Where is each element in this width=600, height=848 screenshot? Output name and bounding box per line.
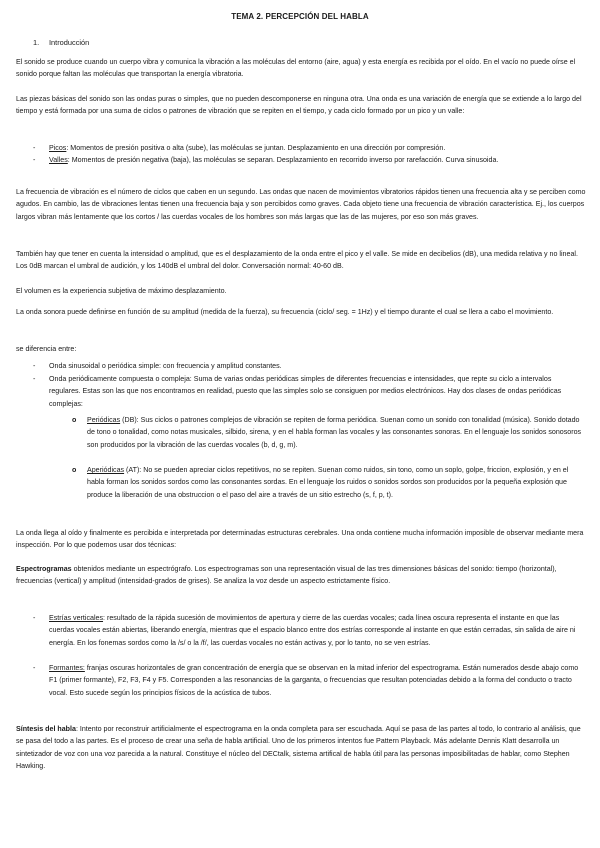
list-item-simple-wave: Onda sinusoidal o periódica simple: con frecuencia y amplitud constantes.: [49, 362, 282, 370]
paragraph-spectrograms: [16, 563, 586, 588]
bullet-dash: -: [33, 362, 36, 370]
bullet-dash: -: [33, 375, 36, 383]
document-title: TEMA 2. PERCEPCIÓN DEL HABLA: [231, 12, 369, 21]
bullet-dash: -: [33, 156, 36, 164]
sub-bullet-marker: o: [72, 466, 77, 474]
list-item-formantes: [49, 662, 584, 699]
bullet-dash: -: [33, 144, 36, 152]
sub-item-aperiodicas: [87, 464, 584, 501]
term-valles: Valles: [49, 156, 68, 164]
term-sintesis: Síntesis del habla: [16, 725, 76, 733]
sub-bullet-marker: o: [72, 416, 77, 424]
list-item-estrias: [49, 612, 584, 649]
term-formantes: Formantes:: [49, 664, 85, 672]
paragraph-perception: La onda llega al oído y finalmente es percibida e interpretada por determinadas estructuras cerebrales. Una onda contiene mucha información imposible de observar mediante mera inspección. Por lo que podemos usar dos técnicas:: [16, 529, 584, 550]
term-estrias: Estrías verticales: [49, 614, 104, 622]
paragraph-sound: El sonido se produce cuando un cuerpo vibra y comunica la vibración a las moléculas del entorno (aire, agua) y esta energía es recibida por el oído. En el vacío no puede oírse el sonido porque faltan las moléculas que transportan la energía vibratoria.: [16, 58, 576, 79]
section-number: 1.: [33, 38, 40, 47]
definition-periodicas: (DB): Sus ciclos o patrones complejos de vibración se repiten de forma periódica. Suenan como un sonido con tonalidad (música). Sonido dotado de tono o tonalidad, como notas musicales, silbido, sirena, y en el habla forman las vocales y las consonantes sonoras. En el lenguaje los sonidos sonosoros son producidos por la vibración de las cuerdas vocales (b, d, g, m).: [87, 416, 582, 449]
paragraph-waves: Las piezas básicas del sonido son las ondas puras o simples, que no pueden descomponerse en ninguna otra. Una onda es una variación de energía que se extiende a lo largo del tiempo y está formada por una suma de ciclos o patrones de vibración que se repiten en el tiempo, y cada ciclo formado por un pico y un valle:: [16, 95, 582, 116]
paragraph-volume: El volumen es la experiencia subjetiva de máximo desplazamiento.: [16, 287, 227, 295]
definition-valles: : Momentos de presión negativa (baja), las moléculas se separan. Desplazamiento en recorrido inverso por rarefacción. Curva sinusoida.: [67, 156, 499, 164]
definition-estrias: : resultado de la rápida sucesión de movimientos de apertura y cierre de las cuerdas vocales; cada línea oscura representa el instante en que las cuerdas vocales están abiertas, liberando energía, mientras que el espacio blanco entre dos estrías corresponde al instante en que están cerradas, sin salida de aire ni energía. En los fonemas sordos como la /s/ o la /f/, las cuerdas vocales no están activas y, por lo tanto, no se ven estrías.: [49, 614, 576, 647]
sub-item-periodicas: [87, 414, 584, 451]
definition-espectrogramas: obtenidos mediante un espectrógrafo. Los espectrogramas son una representación visual de las tres dimensiones básicas del sonido: tiempo (horizontal), frecuencias (vertical) y amplitud (intensidad-grados de grises). Se analiza la voz desde un aspecto estrictamente físico.: [16, 565, 557, 586]
term-periodicas: Periódicas: [87, 416, 121, 424]
term-picos: Picos: [49, 144, 67, 152]
term-aperiodicas: Aperiódicas: [87, 466, 125, 474]
definition-picos: : Momentos de presión positiva o alta (sube), las moléculas se juntan. Desplazamiento en una dirección por compresión.: [66, 144, 446, 152]
list-item-complex-wave: Onda periódicamente compuesta o compleja: Suma de varias ondas periódicas simples de diferentes frecuencias e intensidades, que repte su ciclo a intervalos regulares. Estas son las que nos encontramos en realidad, puesto que las simples solo se consiguen por medios electrónicos. Hay dos clases de ondas periódicas complejas:: [49, 375, 562, 408]
definition-formantes: franjas oscuras horizontales de gran concentración de energía que se observan en la mitad inferior del espectrograma. Están numerados desde abajo como F1 (primer formante), F2, F3, F4 y F5. Corresponden a las resonancias de la garganta, o frecuencias que resultan potenciadas debido a la forma del conducto o tracto vocal. Esto sucede según los principios físicos de la acústica de tubos.: [49, 664, 579, 697]
definition-aperiodicas: (AT): No se pueden apreciar ciclos repetitivos, no se repiten. Suenan como ruidos, sin tono, como un soplo, golpe, friccion, explosión, y en el habla forman los sonidos sordos como las consonantes sordas. En el lenguaje los ruidos o sonidos sordos son producidos por la pequeña explosión que produce la liberación de una obstruccion o el paso del aire a través de un sitio estrecho (s, f, p, t).: [87, 466, 569, 499]
list-item-valles: [49, 154, 584, 166]
paragraph-differentiate: se diferencia entre:: [16, 345, 77, 353]
term-espectrogramas: Espectrogramas: [16, 565, 72, 573]
list-item-picos: [49, 142, 584, 154]
bullet-dash: -: [33, 664, 36, 672]
bullet-dash: -: [33, 614, 36, 622]
paragraph-frequency: La frecuencia de vibración es el número de ciclos que caben en un segundo. Las ondas que nacen de movimientos vibratorios rápidos tienen una frecuencia alta y se perciben como agudos. En cambio, las de vibraciones lentas tienen una frecuencia baja y son percibidos como graves. Cada objeto tiene una frecuencia de vibración característica. Ej., los cuerpos largos vibran más lentamente que los cortos / las cuerdas vocales de los hombres son más largas que las de las mujeres, por eso son más graves.: [16, 188, 586, 221]
paragraph-definition: La onda sonora puede definirse en función de su amplitud (medida de la fuerza), su frecuencia (ciclo/ seg. = 1Hz) y el tiempo durante el cual se llera a cabo el movimiento.: [16, 308, 554, 316]
section-title: Introducción: [49, 38, 90, 47]
definition-sintesis: : Intento por reconstruir artificialmente el espectrograma en la onda completa para ser escuchada. Aquí se pasa de las partes al todo, lo contrario al análisis, que se pasa del todo a las partes. Es el proceso de crear una seña de habla artificial. Uno de los primeros intentos fue Pattern Playback. Más adelante Dennis Klatt desarrolla un sintetizador de voz con una voz parecida a la natural. Constituye el núcleo del DECtalk, sistema artifical de habla útil para las personas imposibilitadas de hablar, como Stephen Hawking.: [16, 725, 581, 771]
section-heading: [33, 38, 89, 47]
paragraph-synthesis: [16, 723, 586, 773]
paragraph-intensity: También hay que tener en cuenta la intensidad o amplitud, que es el desplazamiento de la onda entre el pico y el valle. Se mide en decibelios (dB), una medida relativa y no lineal. Los 0dB marcan el umbral de audición, y los 140dB el umbral del dolor. Conversación normal: 40-60 dB.: [16, 250, 578, 271]
